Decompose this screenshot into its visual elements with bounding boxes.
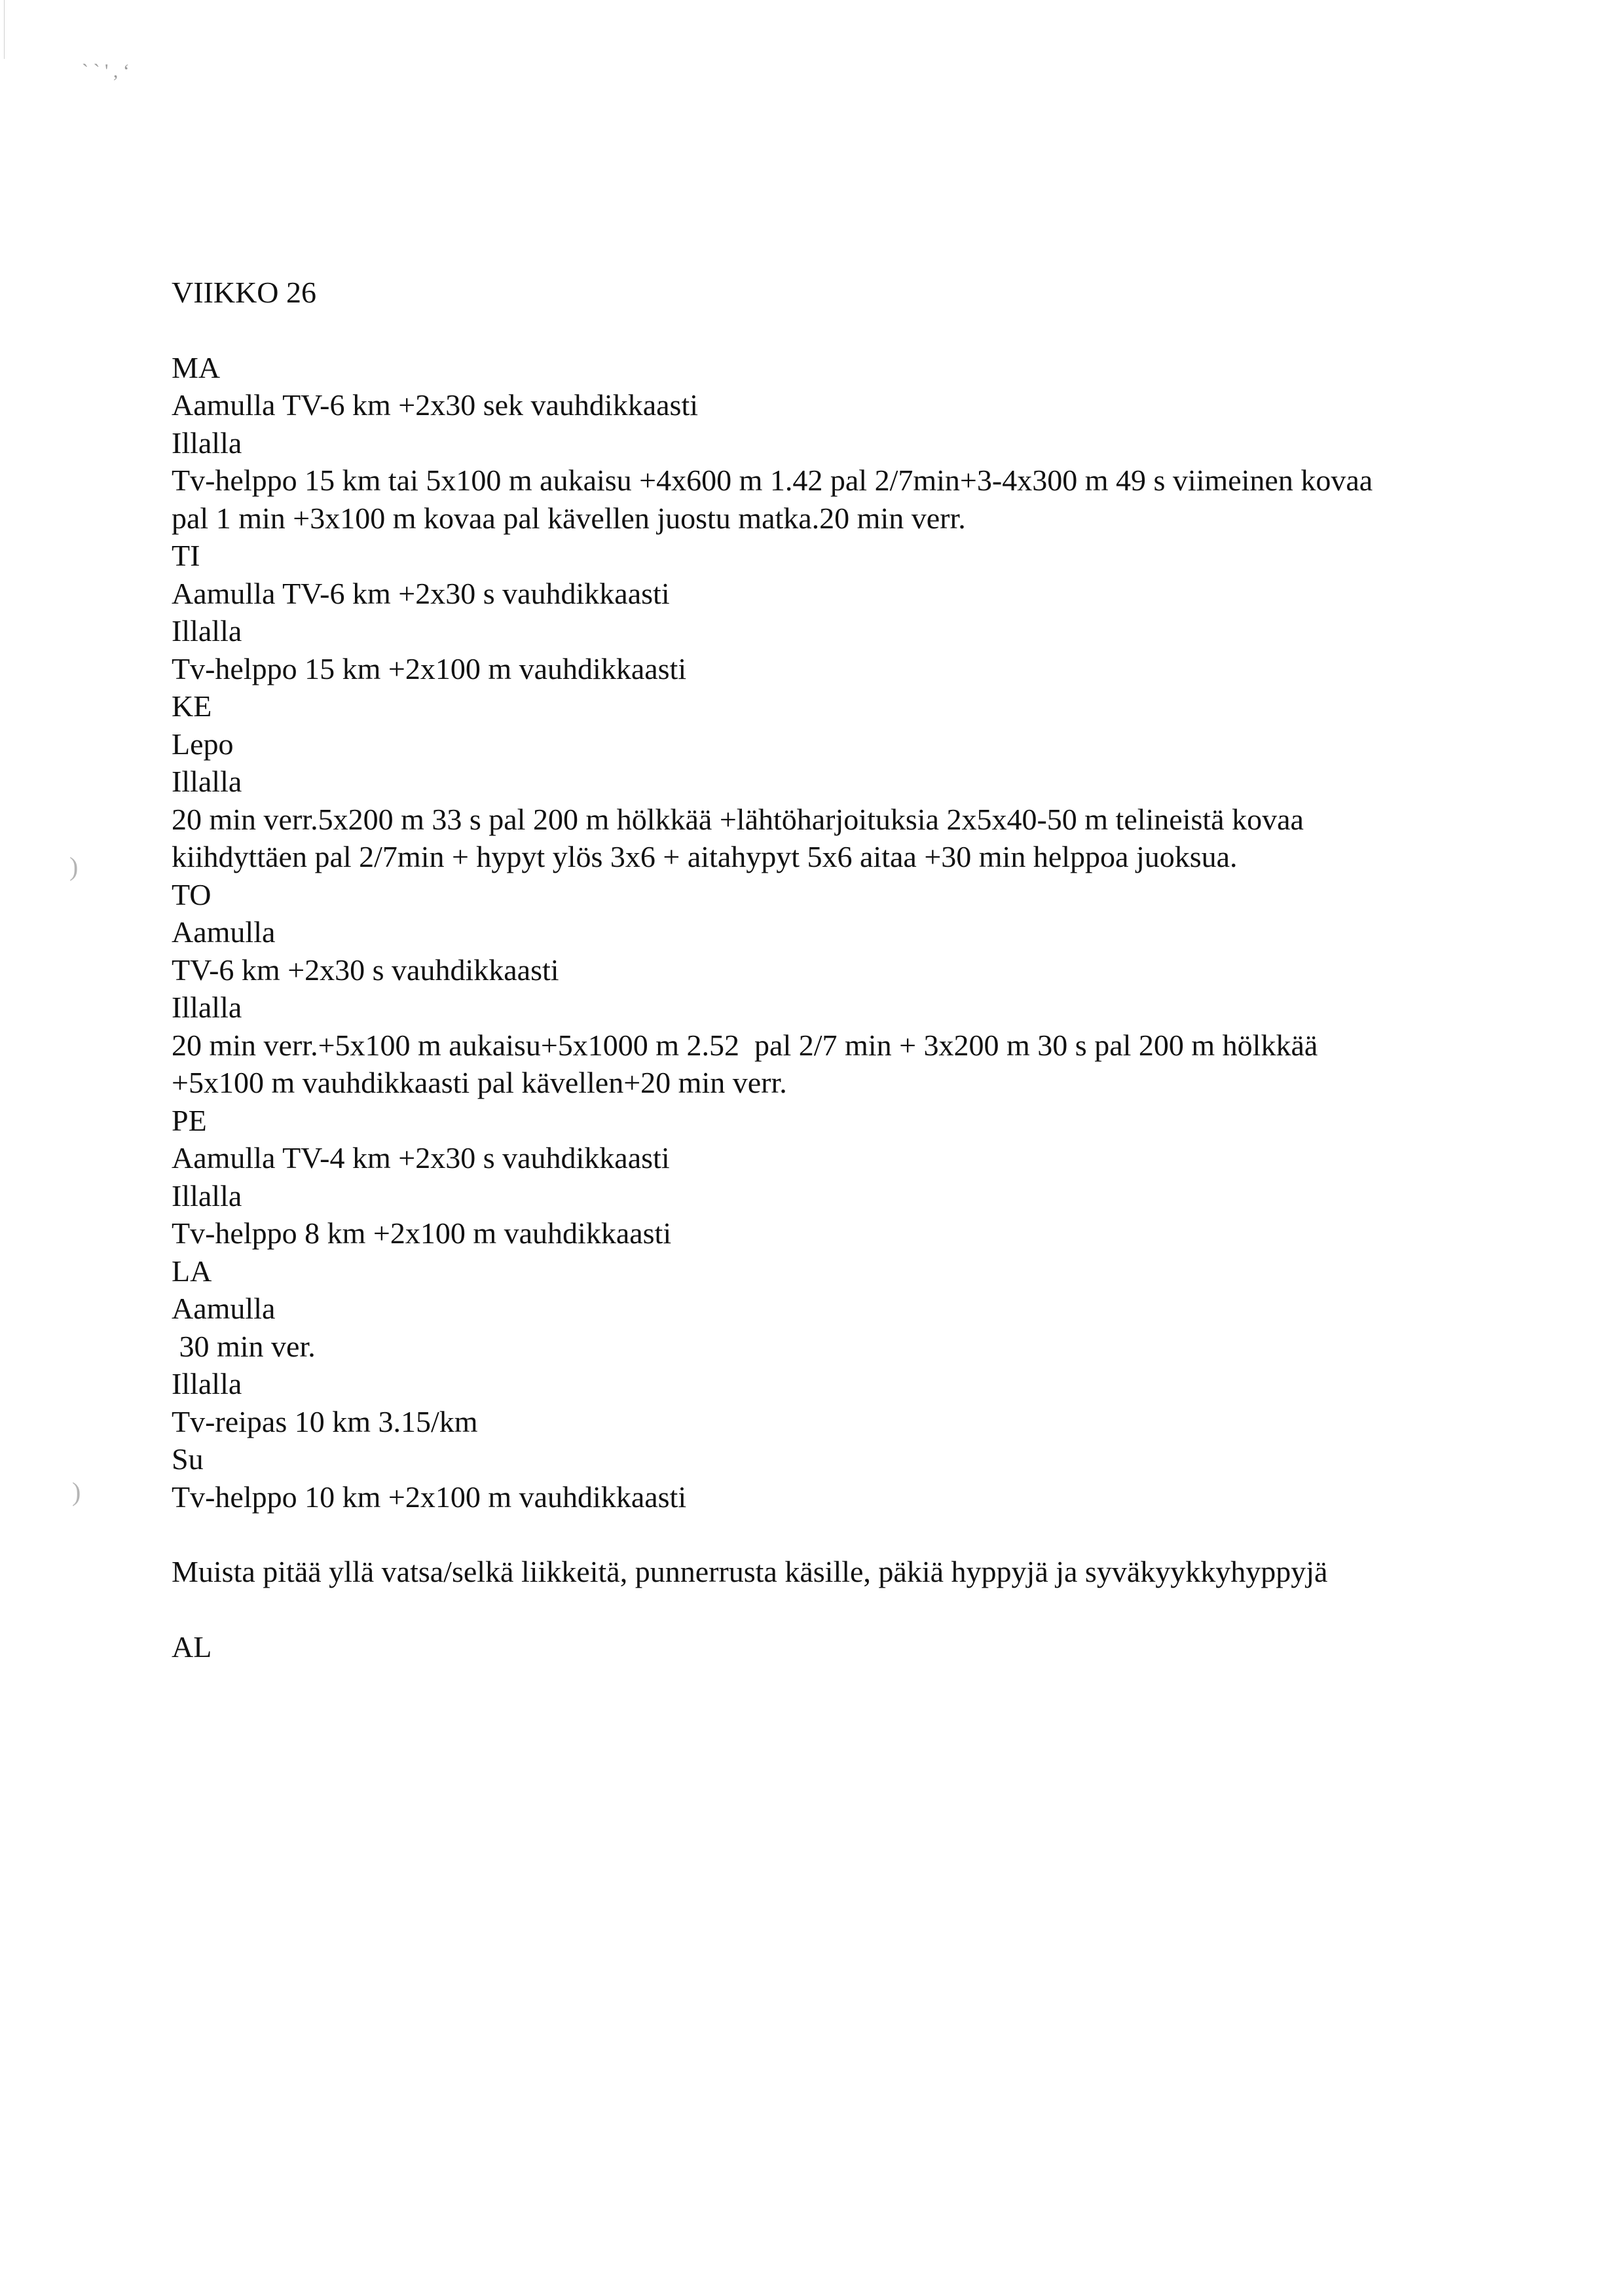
spacer — [172, 1591, 1521, 1628]
training-line: +5x100 m vauhdikkaasti pal kävellen+20 min verr. — [172, 1066, 787, 1099]
scan-mark-left-2: ) — [72, 1477, 81, 1506]
training-line: 30 min ver. — [172, 1329, 316, 1363]
training-line: Lepo — [172, 727, 234, 761]
training-line: Tv-reipas 10 km 3.15/km — [172, 1404, 478, 1438]
training-line: 20 min verr.5x200 m 33 s pal 200 m hölkkää +lähtöharjoituksia 2x5x40-50 m telineistä kovaa — [172, 802, 1304, 836]
week-title: VIIKKO 26 — [172, 276, 317, 309]
signature-initials: AL — [172, 1630, 212, 1664]
day-heading-ma: MA — [172, 350, 221, 384]
day-heading-la: LA — [172, 1254, 212, 1288]
document-body — [172, 274, 1521, 1666]
day-heading-ke: KE — [172, 689, 212, 723]
spacer — [172, 1516, 1521, 1553]
training-line: Tv-helppo 8 km +2x100 m vauhdikkaasti — [172, 1216, 672, 1250]
training-line: Aamulla TV-4 km +2x30 s vauhdikkaasti — [172, 1141, 670, 1175]
scan-mark-left-1: ) — [69, 852, 79, 881]
closing-note: Muista pitää yllä vatsa/selkä liikkeitä, punnerrusta käsille, päkiä hyppyjä ja syväkyykkyhyppyjä — [172, 1555, 1328, 1588]
training-line: Tv-helppo 15 km tai 5x100 m aukaisu +4x600 m 1.42 pal 2/7min+3-4x300 m 49 s viimeinen kovaa — [172, 464, 1373, 497]
day-heading-ti: TI — [172, 539, 200, 572]
scan-edge-line — [4, 0, 5, 59]
day-heading-to: TO — [172, 877, 212, 911]
day-heading-su: Su — [172, 1442, 204, 1476]
training-line: Aamulla TV-6 km +2x30 s vauhdikkaasti — [172, 576, 670, 610]
training-line: Tv-helppo 15 km +2x100 m vauhdikkaasti — [172, 651, 687, 685]
training-line: Illalla — [172, 765, 242, 798]
training-line: Illalla — [172, 1178, 242, 1212]
scan-mark-top: ` ` ' , ‘ — [82, 60, 130, 82]
training-line: Illalla — [172, 991, 242, 1024]
training-line: Aamulla TV-6 km +2x30 sek vauhdikkaasti — [172, 388, 699, 422]
training-line: Illalla — [172, 1367, 242, 1400]
training-line: TV-6 km +2x30 s vauhdikkaasti — [172, 953, 559, 987]
training-line: Illalla — [172, 614, 242, 647]
training-line: Illalla — [172, 426, 242, 460]
training-line: pal 1 min +3x100 m kovaa pal kävellen juostu matka.20 min verr. — [172, 501, 966, 535]
day-heading-pe: PE — [172, 1103, 207, 1137]
training-line: kiihdyttäen pal 2/7min + hypyt ylös 3x6 + aitahypyt 5x6 aitaa +30 min helppoa juoksua. — [172, 840, 1238, 873]
training-line: 20 min verr.+5x100 m aukaisu+5x1000 m 2.52 pal 2/7 min + 3x200 m 30 s pal 200 m hölkkää — [172, 1028, 1318, 1062]
training-line: Aamulla — [172, 915, 276, 949]
training-line: Tv-helppo 10 km +2x100 m vauhdikkaasti — [172, 1480, 687, 1514]
training-line: Aamulla — [172, 1292, 276, 1325]
